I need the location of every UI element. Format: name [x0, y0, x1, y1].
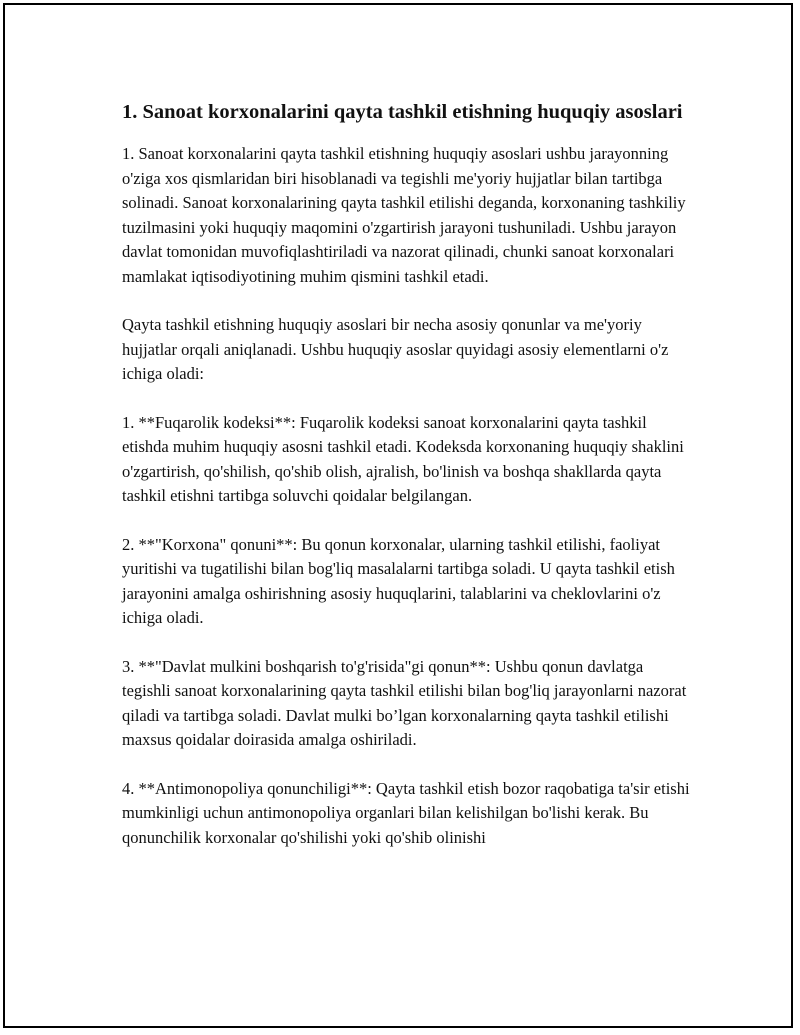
paragraph-enterprise-law: 2. **"Korxona" qonuni**: Bu qonun korxonalar, ularning tashkil etilishi, faoliyat yuritishi va tugatilishi bilan bog'liq masalalarni tartibga soladi. U qayta tashkil etish jarayonini amalga oshirishning asosiy huquqlarini, talablarini va cheklovlarini o'z ichiga oladi. — [122, 534, 675, 627]
paragraph-antimonopoly: 4. **Antimonopoliya qonunchiligi**: Qayta tashkil etish bozor raqobatiga ta'sir etishi mumkinligi uchun antimonopoliya organlari bilan kelishilgan bo'lishi kerak. Bu qonunchilik korxonalar qo'shilishi yoki qo'shib olinishi — [122, 778, 690, 847]
paragraph-intro: 1. Sanoat korxonalarini qayta tashkil etishning huquqiy asoslari ushbu jarayonning o'ziga xos qismlaridan biri hisoblanadi va tegishli me'yoriy hujjatlar bilan tartibga solinadi. Sanoat korxonalarining qayta tashkil etilishi deganda, korxonaning tashkiliy tuzilmasini yoki huquqiy maqomini o'zgartirish jarayoni tushuniladi. Ushbu jarayon davlat tomonidan muvofiqlashtiriladi va nazorat qilinadi, chunki sanoat korxonalari mamlakat iqtisodiyotining muhim qismini tashkil etadi. — [122, 144, 686, 286]
paragraph-legal-basis: Qayta tashkil etishning huquqiy asoslari bir necha asosiy qonunlar va me'yoriy hujjatlar orqali aniqlanadi. Ushbu huquqiy asoslar quyidagi asosiy elementlarni o'z ichiga oladi: — [122, 315, 669, 383]
document-title: 1. Sanoat korxonalarini qayta tashkil etishning huquqiy asoslari — [122, 101, 683, 123]
document-body — [122, 99, 692, 874]
document-page — [3, 3, 793, 1028]
paragraph-state-property-law: 3. **"Davlat mulkini boshqarish to'g'risida"gi qonun**: Ushbu qonun davlatga tegishli sanoat korxonalarining qayta tashkil etilishi bilan bog'liq jarayonlarni nazorat qiladi va tartibga soladi. Davlat mulki bo’lgan korxonalarning qayta tashkil etilishi maxsus qoidalar doirasida amalga oshiriladi. — [122, 656, 687, 749]
paragraph-civil-code: 1. **Fuqarolik kodeksi**: Fuqarolik kodeksi sanoat korxonalarini qayta tashkil etishda muhim huquqiy asosni tashkil etadi. Kodeksda korxonaning huquqiy shaklini o'zgartirish, qo'shilish, qo'shib olish, ajralish, bo'linish va boshqa shakllarda qayta tashkil etishni tartibga soluvchi qoidalar belgilangan. — [122, 412, 684, 505]
